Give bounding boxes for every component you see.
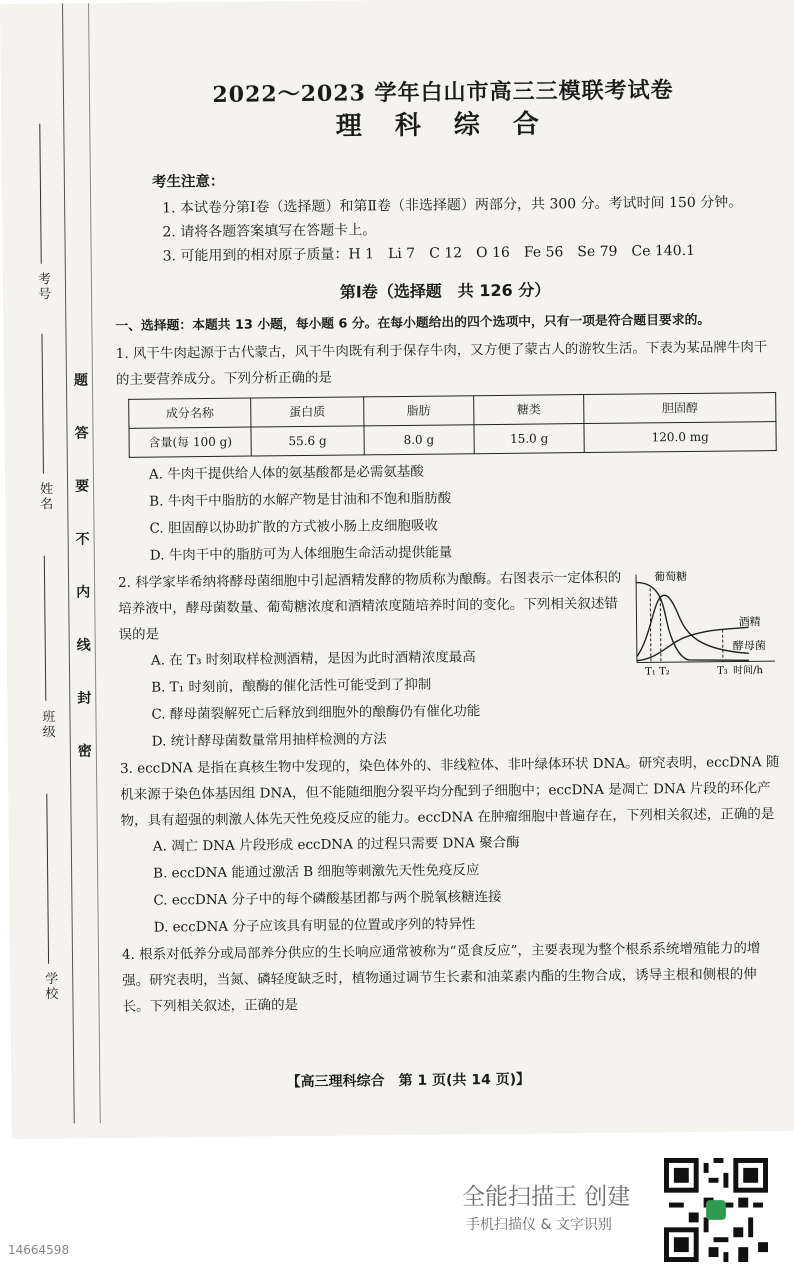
table-cell: 胆固醇	[584, 393, 776, 424]
notice-heading: 考生注意：	[151, 173, 225, 191]
table-cell: 120.0 mg	[584, 422, 776, 453]
question-3-stem: 3. eccDNA 是指在真核生物中发现的，染色体外的、非线粒体、非叶绿体环状 DNA。研究表明，eccDNA 随机来源于染色体基因组 DNA，但不能随细胞分裂平均分配到子细胞中；eccDNA 是凋亡 DNA 片段的环化产物，具有超强的刺激人体先天性免疫反应的能力。eccDNA 在肿瘤细胞中普遍存在，下列相关叙述，正确的是	[119, 754, 780, 829]
class-line	[44, 556, 47, 701]
document-id: 14664598	[8, 1243, 70, 1257]
page-footer: 【高三理科综合 第 1 页(共 14 页)】	[286, 1071, 531, 1091]
q3-option-c: C. eccDNA 分子中的每个磷酸基团都与两个脱氧核糖连接	[153, 888, 502, 909]
t2-label: T₂	[658, 666, 670, 678]
name-line	[41, 334, 43, 474]
q2-option-d: D. 统计酵母菌数量常用抽样检测的方法	[151, 731, 387, 750]
x-axis-label: 时间/h	[732, 665, 763, 677]
q1-option-a: A. 牛肉干提供给人体的氨基酸都是必需氨基酸	[148, 463, 424, 483]
notice-item: 3. 可能用到的相对原子质量：H 1 Li 7 C 12 O 16 Fe 56 Se 79 Ce 140.1	[162, 242, 696, 265]
table-cell: 55.6 g	[251, 426, 364, 456]
yeast-label: 酵母菌	[732, 639, 766, 653]
scanner-watermark-subtitle: 手机扫描仪 & 文字识别	[466, 1217, 612, 1233]
seal-char: 线	[74, 637, 91, 655]
fermentation-chart	[628, 569, 779, 683]
seal-char: 封	[75, 690, 92, 708]
exam-no-line	[39, 124, 41, 264]
t1-label: T₁	[644, 666, 656, 678]
seal-char: 密	[75, 742, 92, 761]
q2-option-a: A. 在 T₃ 时刻取样检测酒精，是因为此时酒精浓度最高	[150, 649, 476, 669]
seal-char: 题	[71, 372, 89, 390]
question-1-stem: 1. 风干牛肉起源于古代蒙古，风干牛肉既有利于保存牛肉，又方便了蒙古人的游牧生活。下表为某品牌牛肉干的主要营养成分。下列分析正确的是	[115, 339, 768, 388]
table-cell: 糖类	[474, 395, 585, 425]
table-cell: 8.0 g	[364, 425, 475, 455]
section-instruction: 一、选择题：本题共 13 小题，每小题 6 分。在每小题给出的四个选项中，只有一项是符合题目要求的。	[115, 312, 711, 334]
seal-char: 答	[72, 425, 89, 443]
seal-text-top	[70, 358, 93, 615]
seal-char: 不	[73, 530, 90, 549]
notice-item: 2. 请将各题答案填写在答题卡上。	[162, 222, 377, 241]
seal-char: 要	[72, 478, 90, 496]
table-cell: 15.0 g	[474, 424, 585, 454]
exam-title: 2022～2023 学年白山市高三三模联考试卷	[212, 77, 674, 108]
table-cell: 成分名称	[129, 398, 252, 428]
question-2-stem: 2. 科学家毕希纳将酵母菌细胞中引起酒精发酵的物质称为酿酶。右图表示一定体积的培养液中，酵母菌数量、葡萄糖浓度和酒精浓度随培养时间的变化。下列相关叙述错误的是	[118, 569, 622, 643]
exam-no-label: 考号	[34, 271, 51, 302]
class-label: 班级	[39, 709, 55, 740]
school-label: 学校	[42, 971, 58, 1002]
scanner-watermark-title: 全能扫描王 创建	[462, 1184, 631, 1210]
qr-code[interactable]	[664, 1158, 768, 1262]
t1-marker	[650, 588, 651, 662]
question-2	[118, 563, 780, 756]
seal-text-bottom	[73, 623, 95, 774]
t3-label: T₃	[716, 665, 728, 677]
school-line	[46, 794, 49, 964]
seal-char: 内	[74, 583, 91, 601]
question-4-stem: 4. 根系对低养分或局部养分供应的生长响应通常被称为“觅食反应”，主要表现为整个根系系统增殖能力的增强。研究表明，当氮、磷轻度缺乏时，植物通过调节生长素和油菜素内酯的生物合成，诱导主根和侧根的伸长。下列相关叙述，正确的是	[121, 940, 761, 1015]
notice-item: 1. 本试卷分第Ⅰ卷（选择题）和第Ⅱ卷（非选择题）两部分，共 300 分。考试时间 150 分钟。	[162, 194, 743, 217]
q3-option-d: D. eccDNA 分子应该具有明显的位置或序列的特异性	[153, 916, 476, 936]
q1-option-d: D. 牛肉干中的脂肪可为人体细胞生命活动提供能量	[149, 544, 453, 564]
exam-subject: 理 科 综 合	[335, 109, 552, 142]
section-title: 第Ⅰ卷（选择题 共 126 分）	[339, 280, 551, 302]
table-cell: 蛋白质	[251, 397, 364, 427]
table-cell: 含量(每 100 g)	[129, 427, 252, 457]
name-label: 姓名	[37, 481, 53, 512]
q3-option-a: A. 凋亡 DNA 片段形成 eccDNA 的过程只需要 DNA 聚合酶	[152, 834, 520, 855]
q1-option-b: B. 牛肉干中脂肪的水解产物是甘油和不饱和脂肪酸	[149, 490, 452, 510]
glucose-label: 葡萄糖	[653, 569, 688, 584]
table-cell: 脂肪	[363, 396, 474, 426]
table-row	[129, 422, 776, 458]
nutrition-table	[128, 392, 777, 458]
q2-option-b: B. T₁ 时刻前，酿酶的催化活性可能受到了抑制	[151, 676, 432, 696]
q2-option-c: C. 酵母菌裂解死亡后释放到细胞外的酿酶仍有催化功能	[151, 703, 481, 723]
exam-content	[113, 74, 783, 1020]
scanner-app-icon	[706, 1200, 726, 1220]
binding-margin	[0, 3, 112, 1139]
alcohol-label: 酒精	[738, 615, 761, 629]
q3-option-b: B. eccDNA 能通过激活 B 细胞等刺激先天性免疫反应	[153, 862, 480, 882]
q1-option-c: C. 胆固醇以协助扩散的方式被小肠上皮细胞吸收	[149, 517, 439, 537]
